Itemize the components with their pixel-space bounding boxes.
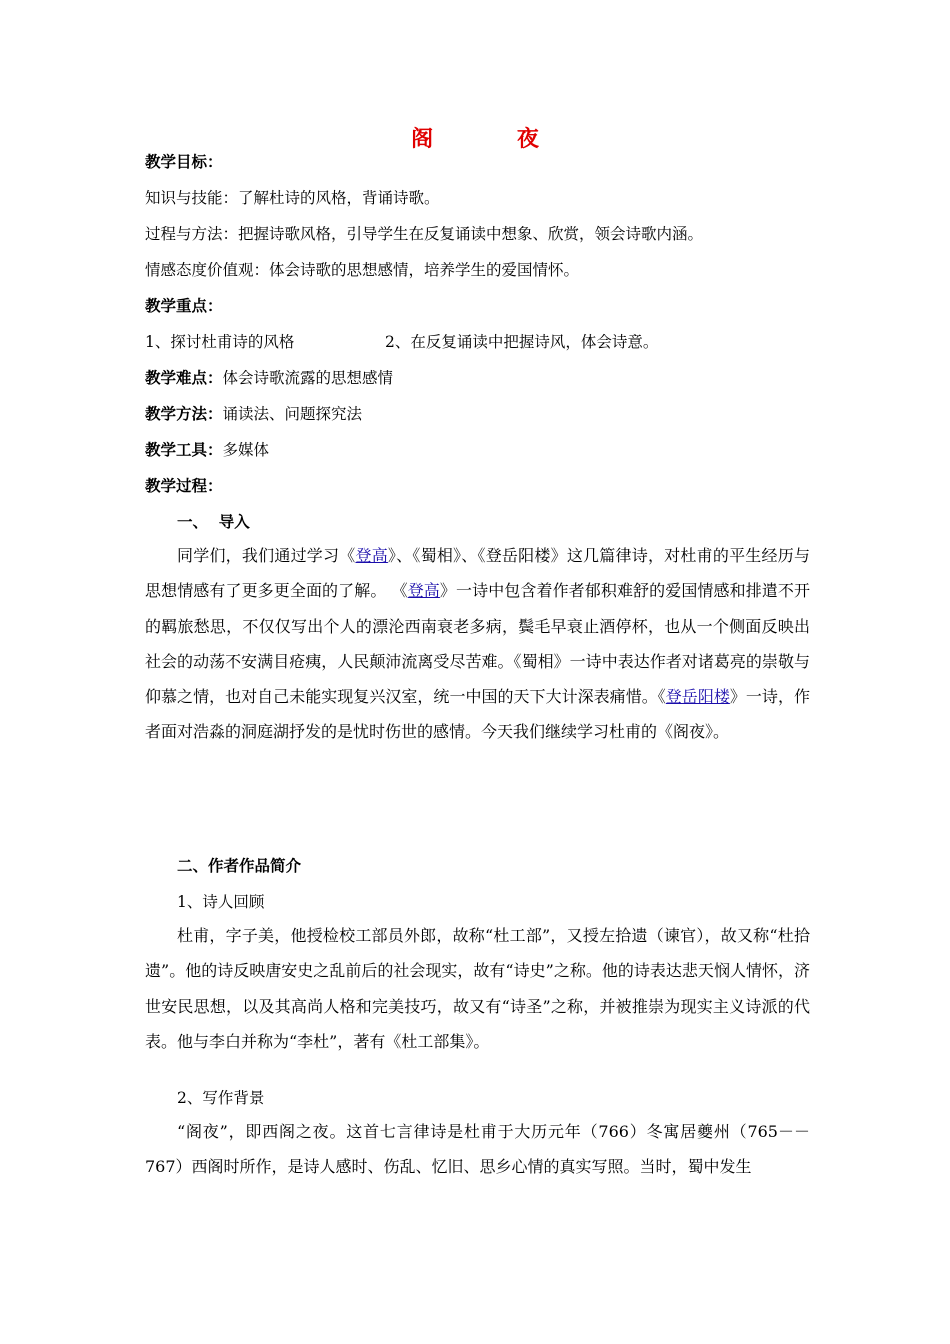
section2-heading: 二、作者作品简介: [177, 857, 302, 875]
link-dengyueyanglou[interactable]: 登岳阳楼: [665, 687, 730, 707]
page-title: 阁 夜: [411, 127, 577, 152]
method-label: 教学方法：: [145, 405, 223, 423]
difficulty-row: [145, 368, 393, 388]
tools-value: 多媒体: [222, 441, 270, 459]
intro-text-c: 》一诗中包含着作者郁积难舒的爱国情感和排遣不开的羁旅愁思，不仅仅写出个人的漂沦西南衰老多病，鬓毛早衰止酒停杯，也从一个侧面反映出社会的动荡不安满目疮痍，人民颠沛流离受尽苦难。《蜀相》一诗中表达作者对诸葛亮的崇敬与仰慕之情，也对自己未能实现复兴汉室，统一中国的天下大计深表痛惜。《: [145, 581, 810, 707]
intro-text-a: 同学们，我们通过学习《: [177, 546, 356, 565]
link-denggao-1[interactable]: 登高: [355, 546, 388, 565]
process-heading: 教学过程：: [145, 477, 223, 495]
objectives-heading: 教学目标：: [145, 153, 223, 171]
difficulty-label: 教学难点：: [145, 369, 223, 387]
method-value: 诵读法、问题探究法: [222, 405, 363, 423]
intro-paragraph: [145, 538, 810, 750]
key-point-1: 1、探讨杜甫诗的风格: [145, 333, 295, 351]
objective-emotion: 情感态度价值观：体会诗歌的思想感情，培养学生的爱国情怀。: [145, 261, 580, 279]
tools-row: [145, 440, 269, 460]
link-denggao-2[interactable]: 登高: [407, 581, 440, 601]
section2-sub2: 2、写作背景: [177, 1089, 265, 1107]
key-point-2: 2、在反复诵读中把握诗风，体会诗意。: [385, 333, 659, 351]
difficulty-value: 体会诗歌流露的思想感情: [222, 369, 394, 387]
key-points-heading: 教学重点：: [145, 297, 223, 315]
section1-heading: 一、 导入: [177, 513, 250, 531]
method-row: [145, 404, 362, 424]
background-paragraph: “阁夜”，即西阁之夜。这首七言律诗是杜甫于大历元年（766）冬寓居夔州（765－－767）西阁时所作，是诗人感时、伤乱、忆旧、思乡心情的真实写照。当时，蜀中发生: [145, 1122, 810, 1177]
section2-sub1: 1、诗人回顾: [177, 893, 265, 911]
intro-text-d: 》一诗，作者面对浩淼的洞庭湖抒发的是忧时伤世的感情。今天我们继续学习杜甫的《阁夜》。: [145, 687, 810, 742]
objective-process: 过程与方法：把握诗歌风格，引导学生在反复诵读中想象、欣赏，领会诗歌内涵。: [145, 225, 704, 243]
poet-paragraph: 杜甫，字子美，他授检校工部员外郎，故称“杜工部”，又授左拾遗（谏官），故又称“杜拾遗”。他的诗反映唐安史之乱前后的社会现实，故有“诗史”之称。他的诗表达悲天悯人情怀，济世安民思想，以及其高尚人格和完美技巧，故又有“诗圣”之称，并被推崇为现实主义诗派的代表。他与李白并称为“李杜”，著有《杜工部集》。: [145, 926, 810, 1051]
objective-knowledge: 知识与技能：了解杜诗的风格，背诵诗歌。: [145, 189, 440, 207]
tools-label: 教学工具：: [145, 441, 223, 459]
intro-text-b: 》、《蜀相》、《登岳阳楼》这几篇律诗，对杜甫的平生经历与思想情感有了更多更全面的了解。 《: [145, 546, 810, 601]
